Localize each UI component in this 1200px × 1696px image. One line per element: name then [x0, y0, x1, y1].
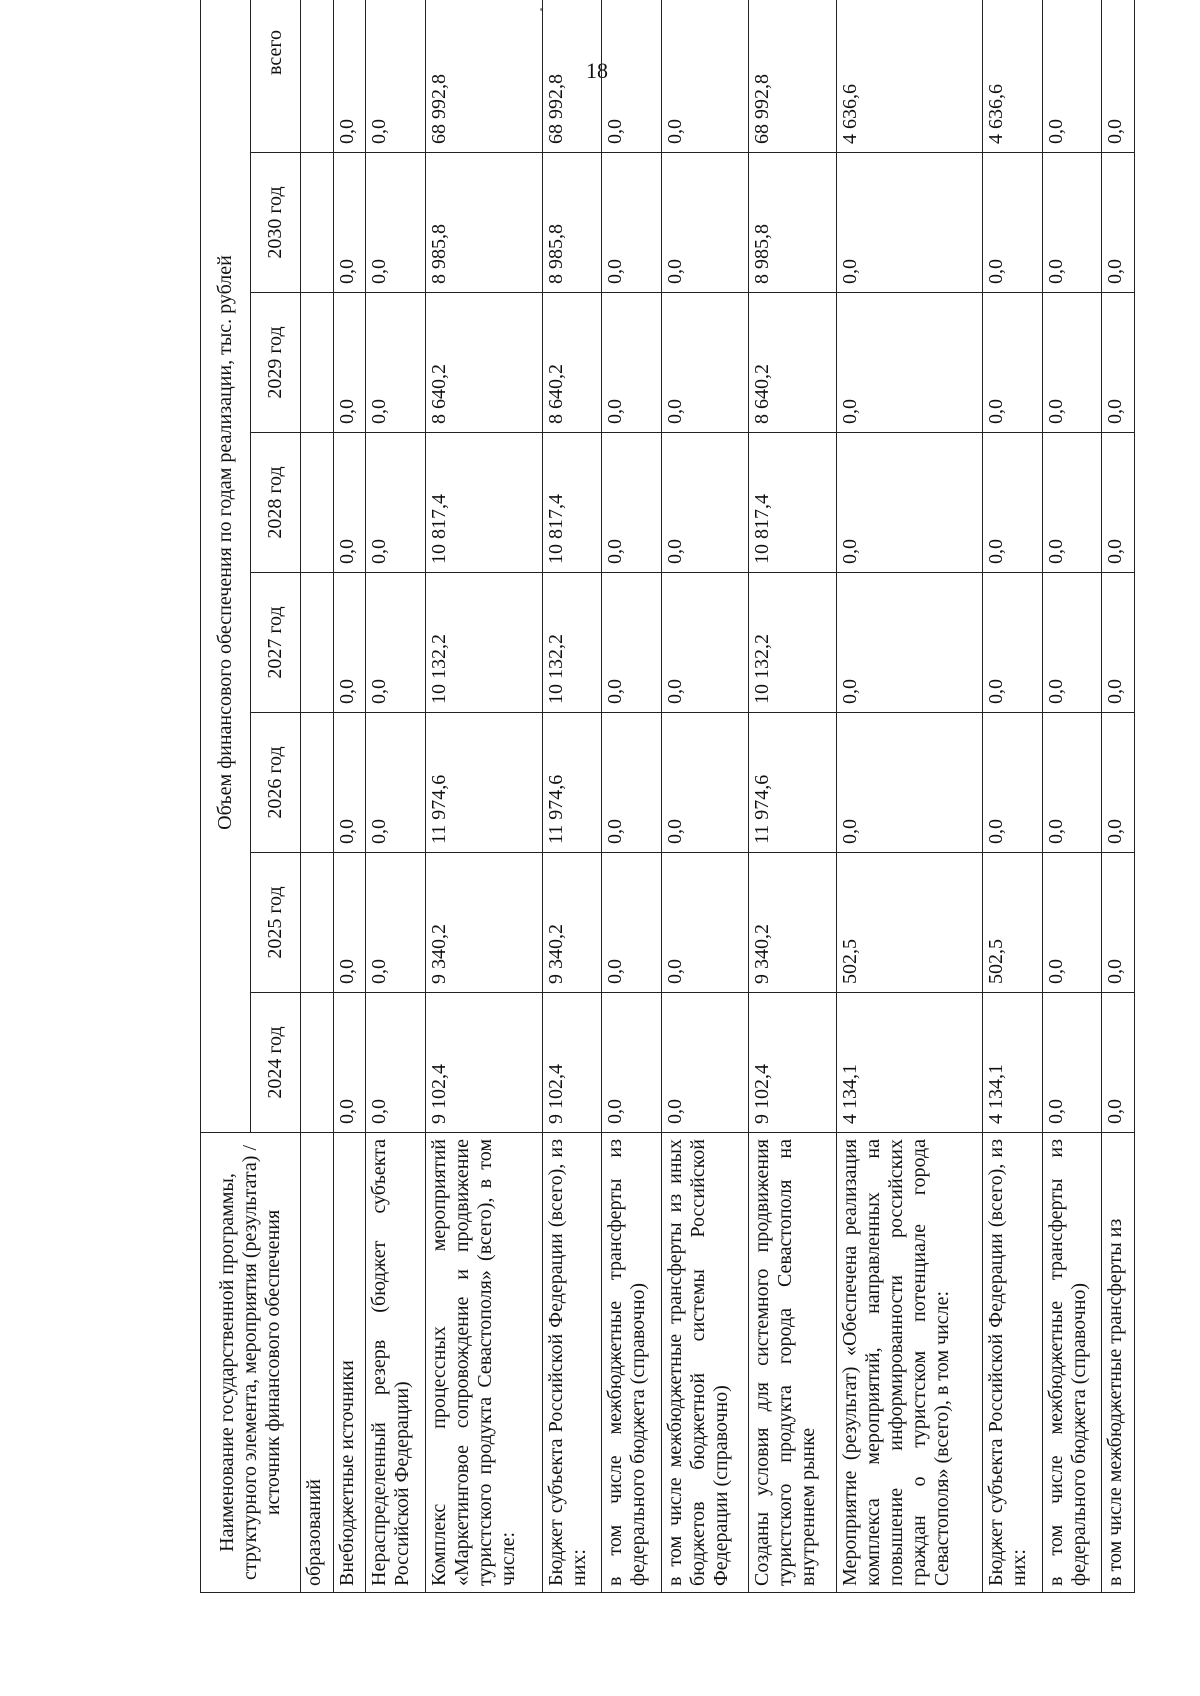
row-year-value: 0,0 [1042, 293, 1102, 433]
row-year-value [301, 153, 334, 293]
row-year-value: 0,0 [333, 573, 366, 713]
row-year-value: 0,0 [837, 433, 983, 573]
row-year-value: 502,5 [983, 853, 1043, 993]
row-year-value: 0,0 [837, 153, 983, 293]
row-year-value [301, 573, 334, 713]
row-year-value [301, 993, 334, 1133]
row-year-value: 0,0 [366, 993, 426, 1133]
header-volume-column: Объем финансового обеспечения по годам реализации, тыс. рублей [201, 0, 251, 1133]
row-year-value [301, 433, 334, 573]
row-year-value: 8 640,2 [542, 293, 602, 433]
row-name: Комплекс процессных мероприятий «Маркетинговое сопровождение и продвижение туристского продукта Севастополя» (всего), в том числе: [425, 1133, 542, 1593]
table-row [983, 0, 1043, 1593]
row-name: Созданы условия для системного продвижения туристского продукта города Севастополя на внутреннем рынке [749, 1133, 837, 1593]
table-row [366, 0, 426, 1593]
row-year-value: 0,0 [661, 993, 749, 1133]
row-year-value: 0,0 [983, 573, 1043, 713]
table-row [837, 0, 983, 1593]
row-year-value: 0,0 [837, 713, 983, 853]
header-year: 2029 год [251, 293, 301, 433]
row-year-value: 0,0 [661, 153, 749, 293]
row-year-value: 4 134,1 [837, 993, 983, 1133]
row-year-value: 0,0 [1102, 293, 1135, 433]
row-total-value: 0,0 [661, 0, 749, 153]
table-row [1042, 0, 1102, 1593]
table-row [301, 0, 334, 1593]
row-year-value: 10 132,2 [542, 573, 602, 713]
row-name: образований [301, 1133, 334, 1593]
row-year-value: 11 974,6 [749, 713, 837, 853]
row-year-value: 9 340,2 [542, 853, 602, 993]
row-year-value: 502,5 [837, 853, 983, 993]
row-year-value: 10 817,4 [425, 433, 542, 573]
row-year-value: 11 974,6 [425, 713, 542, 853]
header-total: всего [251, 0, 301, 153]
row-year-value: 0,0 [602, 713, 662, 853]
table-row [542, 0, 602, 1593]
row-year-value [301, 713, 334, 853]
row-year-value: 9 102,4 [749, 993, 837, 1133]
row-year-value: 0,0 [366, 293, 426, 433]
row-year-value: 0,0 [1102, 433, 1135, 573]
row-year-value: 8 640,2 [749, 293, 837, 433]
row-total-value [301, 0, 334, 153]
row-year-value: 10 817,4 [749, 433, 837, 573]
row-year-value: 0,0 [1042, 573, 1102, 713]
row-year-value: 0,0 [602, 993, 662, 1133]
row-name: Бюджет субъекта Российской Федерации (всего), из них: [542, 1133, 602, 1593]
row-year-value: 9 340,2 [425, 853, 542, 993]
table-row [602, 0, 662, 1593]
row-year-value: 0,0 [1042, 993, 1102, 1133]
row-year-value: 0,0 [333, 853, 366, 993]
table-row [749, 0, 837, 1593]
row-name: Бюджет субъекта Российской Федерации (всего), из них: [983, 1133, 1043, 1593]
row-total-value: 0,0 [602, 0, 662, 153]
row-year-value: 8 985,8 [425, 153, 542, 293]
row-total-value: 0,0 [333, 0, 366, 153]
row-year-value: 0,0 [333, 433, 366, 573]
row-year-value: 10 132,2 [425, 573, 542, 713]
row-year-value: 0,0 [333, 713, 366, 853]
header-year: 2026 год [251, 713, 301, 853]
row-year-value: 0,0 [983, 153, 1043, 293]
row-year-value: 0,0 [1042, 853, 1102, 993]
row-year-value: 0,0 [983, 293, 1043, 433]
table-body [301, 0, 1135, 1593]
row-year-value: 8 640,2 [425, 293, 542, 433]
row-year-value: 8 985,8 [542, 153, 602, 293]
row-name: в том числе межбюджетные трансферты из иных бюджетов бюджетной системы Российской Федерации (справочно) [661, 1133, 749, 1593]
row-year-value: 11 974,6 [542, 713, 602, 853]
row-year-value: 0,0 [1102, 153, 1135, 293]
page-number: 18 [586, 58, 608, 83]
row-year-value: 0,0 [602, 573, 662, 713]
table-row [425, 0, 542, 1593]
row-year-value: 0,0 [1102, 993, 1135, 1133]
row-total-value: 68 992,8 [749, 0, 837, 153]
row-name: Мероприятие (результат) «Обеспечена реализация комплекса мероприятий, направленных на повышение информированности российских граждан о туристском потенциале города Севастополя» (всего), в том числе: [837, 1133, 983, 1593]
row-year-value: 0,0 [837, 573, 983, 713]
header-year: 2028 год [251, 433, 301, 573]
row-total-value: 0,0 [1102, 0, 1135, 153]
row-year-value: 10 132,2 [749, 573, 837, 713]
row-year-value: 0,0 [1102, 573, 1135, 713]
row-year-value: 0,0 [837, 293, 983, 433]
row-year-value: 0,0 [366, 713, 426, 853]
row-total-value: 68 992,8 [425, 0, 542, 153]
row-total-value: 0,0 [366, 0, 426, 153]
row-year-value: 10 817,4 [542, 433, 602, 573]
row-year-value: 0,0 [366, 573, 426, 713]
row-total-value: 68 992,8 [542, 0, 602, 153]
row-year-value: 4 134,1 [983, 993, 1043, 1133]
header-year: 2027 год [251, 573, 301, 713]
row-year-value: 0,0 [661, 713, 749, 853]
row-year-value: 0,0 [661, 573, 749, 713]
table-row [1102, 0, 1135, 1593]
row-year-value: 0,0 [1042, 713, 1102, 853]
row-year-value: 0,0 [661, 853, 749, 993]
header-year: 2030 год [251, 153, 301, 293]
row-year-value: 0,0 [602, 293, 662, 433]
row-year-value: 0,0 [366, 853, 426, 993]
row-name: Нераспределенный резерв (бюджет субъекта Российской Федерации) [366, 1133, 426, 1593]
header-year: 2025 год [251, 853, 301, 993]
row-year-value: 0,0 [983, 433, 1043, 573]
row-year-value: 0,0 [661, 293, 749, 433]
row-year-value: 0,0 [602, 433, 662, 573]
row-year-value: 0,0 [333, 293, 366, 433]
header-year: 2024 год [251, 993, 301, 1133]
header-name-column: Наименование государственной программы, структурного элемента, мероприятия (результата) / источник финансового обеспечения [201, 1133, 301, 1593]
row-year-value: 0,0 [333, 993, 366, 1133]
table-row [661, 0, 749, 1593]
row-name: Внебюджетные источники [333, 1133, 366, 1593]
row-name: в том числе межбюджетные трансферты из федерального бюджета (справочно) [1042, 1133, 1102, 1593]
row-year-value [301, 853, 334, 993]
row-name: в том числе межбюджетные трансферты из [1102, 1133, 1135, 1593]
row-year-value: 0,0 [366, 153, 426, 293]
row-year-value: 0,0 [661, 433, 749, 573]
row-year-value: 0,0 [983, 713, 1043, 853]
row-year-value: 8 985,8 [749, 153, 837, 293]
row-name: в том числе межбюджетные трансферты из федерального бюджета (справочно) [602, 1133, 662, 1593]
row-year-value: 0,0 [602, 853, 662, 993]
row-year-value: 9 340,2 [749, 853, 837, 993]
row-year-value: 0,0 [1102, 713, 1135, 853]
row-year-value: 0,0 [1042, 433, 1102, 573]
row-year-value: 0,0 [333, 153, 366, 293]
row-year-value [301, 293, 334, 433]
row-total-value: 0,0 [1042, 0, 1102, 153]
row-year-value: 0,0 [1042, 153, 1102, 293]
row-year-value: 9 102,4 [542, 993, 602, 1133]
row-year-value: 0,0 [602, 153, 662, 293]
row-year-value: 0,0 [1102, 853, 1135, 993]
row-total-value: 4 636,6 [983, 0, 1043, 153]
row-year-value: 9 102,4 [425, 993, 542, 1133]
row-total-value: 4 636,6 [837, 0, 983, 153]
table-row [333, 0, 366, 1593]
financing-table [200, 0, 1135, 1593]
row-year-value: 0,0 [366, 433, 426, 573]
